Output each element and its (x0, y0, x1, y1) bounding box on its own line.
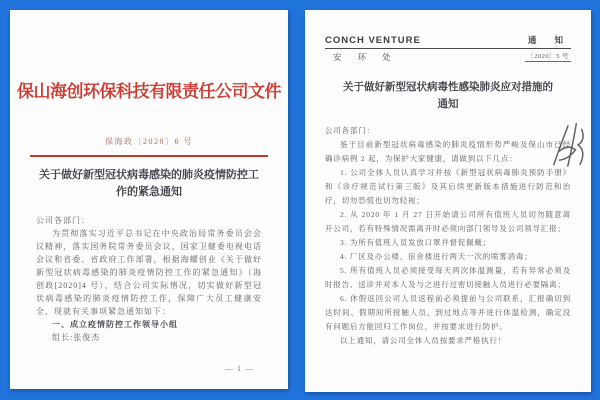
left-doc-leader-line: 组长:张俊杰 (52, 333, 101, 343)
left-doc-salutation: 公司各部门： (36, 216, 90, 226)
company-red-header: 保山海创环保科技有限责任公司文件 (17, 82, 281, 101)
right-doc-title-line1: 关于做好新型冠状病毒性感染肺炎应对措施的 (343, 82, 553, 93)
left-doc-section-heading: 一、成立疫情防控工作领导小组 (52, 320, 178, 330)
right-doc-title (333, 79, 563, 114)
right-document-page (305, 10, 591, 392)
right-doc-paragraph: 1. 公司全体人员认真学习并按《新型冠状病毒肺炎预防手册》和《诊疗规范试行第三版》及其后续更新版本措施进行防范和治疗，切勿恐慌也切勿轻视； (325, 167, 571, 205)
right-doc-paragraph: 2. 从 2020 年 1 月 27 日开始请公司所有值班人员切勿随意离开公司，若有特殊情况需离开时必须向部门领导及公司领导汇报； (325, 209, 571, 233)
left-doc-page-number: — 1 — (225, 364, 254, 373)
right-doc-paragraph: 6. 休假返回公司人员返程前必须提前与公司联系，汇报确切到达时间、假期间所接触人员、到过地点等并进行体温检测，确定没有问题后方能回归工作岗位，并按要求进行防护。 (325, 293, 571, 331)
right-doc-paragraph: 以上通知，请公司全体人员按要求严格执行！ (340, 335, 506, 345)
left-doc-paragraph: 为贯彻落实习近平总书记在中央政治局常务委员会会议精神，落实国务院常务委员会议、国家卫健委电视电话会议和省委、省政府工作部署，根据海螺创业《关于做好新型冠状病毒感染的肺炎疫情防控工作的紧急通知》（海创政[2020]4 号），结合公司实际情况，切实做好新型冠状病毒感染的肺炎疫情防控工作，保障广大员工健康安全，现就有关事项紧急通知如下： (36, 229, 262, 317)
right-doc-paragraph: 鉴于目前新型冠状病毒感染的肺炎疫情形势严峻及保山市已经确诊病例 2 起，为保护大家健康，请做到以下几点： (325, 139, 571, 163)
left-doc-title-line1: 关于做好新型冠状病毒感染的肺炎疫情防控工 (39, 169, 259, 182)
conch-venture-logo: CONCH VENTURE (325, 35, 421, 46)
right-doc-paragraph: 5. 所有值班人员必须接受每天两次体温测量，若有异常必须及时报告、送诊并对本人及与之进行过密切接触人员进行必要隔离； (325, 265, 571, 289)
handwritten-signature (544, 114, 592, 176)
department-label: 安 环 处 (333, 52, 398, 62)
right-doc-paragraph: 3. 为所有值班人员发放口罩并督促佩戴； (340, 237, 491, 247)
letterhead-divider-line (325, 48, 571, 49)
left-doc-title (28, 167, 270, 201)
left-doc-title-line2: 作的紧急通知 (116, 186, 182, 199)
right-doc-body (325, 124, 571, 348)
right-doc-salutation: 公司各部门： (325, 125, 375, 135)
red-divider-line (30, 155, 268, 157)
left-doc-body (36, 214, 262, 344)
right-doc-paragraph: 4. 厂区及办公楼、宿舍楼进行两天一次的喷雾消毒； (340, 251, 533, 261)
right-doc-title-line2: 通知 (437, 99, 459, 111)
left-document-page (10, 10, 288, 389)
right-doc-number: 〔2020〕5 号 (527, 53, 569, 60)
right-doc-letterhead (325, 34, 571, 63)
left-doc-number: 保海政〔2020〕6 号 (105, 137, 193, 147)
notice-label: 通 知 (527, 35, 571, 45)
